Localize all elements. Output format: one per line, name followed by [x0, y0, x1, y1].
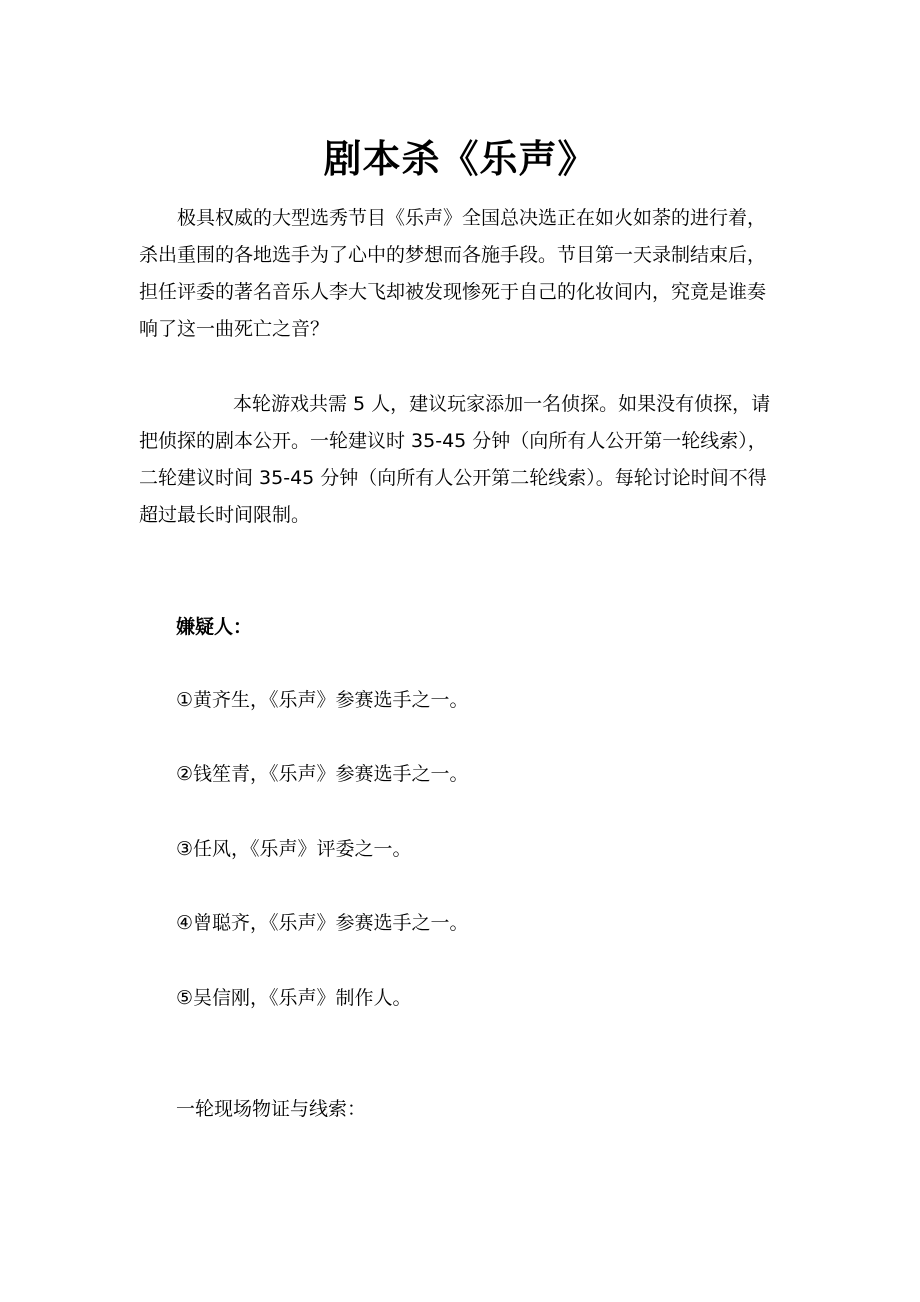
document-title: 剧本杀《乐声》 — [323, 137, 597, 182]
rules-paragraph: 本轮游戏共需 5 人，建议玩家添加一名侦探。如果没有侦探，请把侦探的剧本公开。一轮建议时 35-45 分钟（向所有人公开第一轮线索），二轮建议时间 35-45 分钟（向所有人公开第二轮线索）。每轮讨论时间不得超过最长时间限制。 — [139, 393, 771, 526]
suspect-item: ①黄齐生，《乐声》参赛选手之一。 — [176, 689, 469, 711]
suspect-item: ②钱笙青，《乐声》参赛选手之一。 — [176, 763, 469, 785]
suspects-heading: 嫌疑人： — [176, 616, 253, 638]
suspect-item: ④曾聪齐，《乐声》参赛选手之一。 — [176, 912, 469, 934]
round1-clues-heading: 一轮现场物证与线索： — [176, 1098, 367, 1120]
suspect-item: ⑤吴信刚，《乐声》制作人。 — [176, 987, 412, 1009]
intro-paragraph: 极具权威的大型选秀节目《乐声》全国总决选正在如火如荼的进行着，杀出重围的各地选手为了心中的梦想而各施手段。节目第一天录制结束后，担任评委的著名音乐人李大飞却被发现惨死于自己的化妆间内，究竟是谁奏响了这一曲死亡之音？ — [139, 207, 767, 340]
suspect-item: ③任风，《乐声》评委之一。 — [176, 838, 412, 860]
